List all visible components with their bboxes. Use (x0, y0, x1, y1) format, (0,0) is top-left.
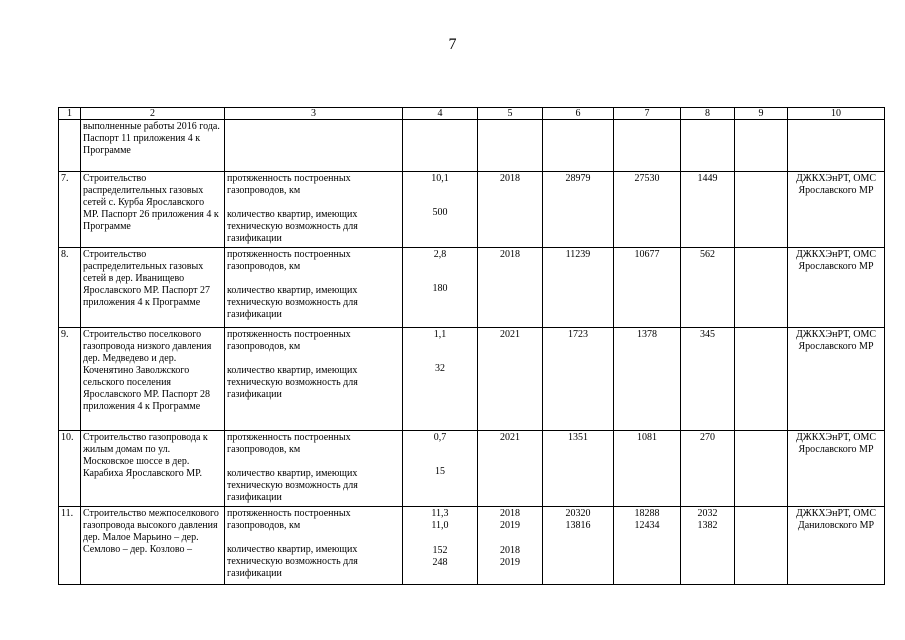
executor-cell: ДЖКХЭнРТ, ОМС Даниловского МР (788, 507, 885, 585)
object-name: Строительство распределительных газовых сетей с. Курба Ярославского МР. Паспорт 26 приложения 4 к Программе (81, 172, 225, 248)
header-cell: 2 (81, 108, 225, 120)
col7-cell: 1378 (614, 328, 681, 431)
value-length: 1,1 (433, 329, 447, 340)
object-name: Строительство газопровода к жилым домам по ул. Московское шоссе в дер. Карабиха Ярославского МР. (81, 431, 225, 507)
indicator-length: протяженность построенных газопроводов, км (227, 249, 351, 272)
header-cell: 8 (681, 108, 735, 120)
header-cell: 10 (788, 108, 885, 120)
value-length: 0,7 (433, 432, 447, 443)
value-length: 2,8 (433, 249, 447, 260)
header-cell: 7 (614, 108, 681, 120)
year-cell: 2021 (478, 431, 543, 507)
executor-cell: ДЖКХЭнРТ, ОМС Ярославского МР (788, 172, 885, 248)
header-row (59, 108, 885, 120)
value-apartments: 32 (435, 363, 445, 374)
indicator-apartments: количество квартир, имеющих техническую возможность для газификации (227, 209, 358, 244)
row-number: 8. (59, 248, 81, 328)
value-apartments: 180 (432, 283, 448, 294)
value-length: 10,1 (431, 173, 449, 184)
program-table (58, 107, 885, 585)
col6-cell: 1723 (543, 328, 614, 431)
table-row (59, 328, 885, 431)
indicator-cell (225, 507, 403, 585)
object-name: Строительство распределительных газовых сетей в дер. Иванищево Ярославского МР. Паспорт 27 приложения 4 к Программе (81, 248, 225, 328)
indicator-apartments: количество квартир, имеющих техническую возможность для газификации (227, 285, 358, 320)
year-value: 2019 (500, 557, 520, 568)
col9-cell (735, 172, 788, 248)
value-apartments: 15 (435, 466, 445, 477)
col9-cell (735, 328, 788, 431)
col8-cell: 1449 (681, 172, 735, 248)
value-cell (403, 507, 478, 585)
col6-cell: 28979 (543, 172, 614, 248)
col9-cell (735, 431, 788, 507)
col8-cell: 345 (681, 328, 735, 431)
indicator-length: протяженность построенных газопроводов, км (227, 508, 351, 531)
year-cell: 2018 (478, 248, 543, 328)
object-name: Строительство межпоселкового газопровода высокого давления дер. Малое Марьино – дер. Семлово – дер. Козлово – (81, 507, 225, 585)
col7-cell (614, 507, 681, 585)
value-cell (403, 431, 478, 507)
year-cell (478, 507, 543, 585)
row-number: 9. (59, 328, 81, 431)
row-number: 11. (59, 507, 81, 585)
value-cell (403, 248, 478, 328)
row-number: 7. (59, 172, 81, 248)
indicator-length: протяженность построенных газопроводов, км (227, 432, 351, 455)
indicator-apartments: количество квартир, имеющих техническую возможность для газификации (227, 468, 358, 503)
indicator-cell (225, 172, 403, 248)
col8-cell (681, 507, 735, 585)
header-cell: 1 (59, 108, 81, 120)
col7-value: 18288 (634, 508, 660, 519)
value-cell (403, 172, 478, 248)
executor-cell: ДЖКХЭнРТ, ОМС Ярославского МР (788, 328, 885, 431)
header-cell: 4 (403, 108, 478, 120)
year-value: 2019 (500, 520, 520, 531)
col6-cell: 1351 (543, 431, 614, 507)
value-length: 11,0 (431, 520, 449, 531)
indicator-apartments: количество квартир, имеющих техническую возможность для газификации (227, 365, 358, 400)
executor-cell: ДЖКХЭнРТ, ОМС Ярославского МР (788, 248, 885, 328)
object-name: Строительство поселкового газопровода низкого давления дер. Медведево и дер. Коченятино Заволжского сельского поселения Ярославского МР. Паспорт 28 приложения 4 к Программе (81, 328, 225, 431)
year-value: 2018 (500, 508, 520, 519)
indicator-apartments: количество квартир, имеющих техническую возможность для газификации (227, 544, 358, 579)
value-apartments: 248 (432, 557, 448, 568)
row-number: 10. (59, 431, 81, 507)
col7-cell: 27530 (614, 172, 681, 248)
col8-value: 2032 (697, 508, 718, 519)
year-cell: 2021 (478, 328, 543, 431)
table-row (59, 507, 885, 585)
page-number: 7 (448, 36, 457, 53)
header-cell: 3 (225, 108, 403, 120)
col7-cell: 10677 (614, 248, 681, 328)
table-row (59, 172, 885, 248)
value-cell (403, 328, 478, 431)
header-cell: 9 (735, 108, 788, 120)
header-cell: 6 (543, 108, 614, 120)
col7-value: 12434 (634, 520, 660, 531)
value-apartments: 500 (432, 207, 448, 218)
col6-value: 20320 (565, 508, 591, 519)
object-name: выполненные работы 2016 года. Паспорт 11 приложения 4 к Программе (81, 120, 225, 172)
col6-cell: 11239 (543, 248, 614, 328)
value-length: 11,3 (431, 508, 449, 519)
value-apartments: 152 (432, 545, 448, 556)
col6-value: 13816 (565, 520, 591, 531)
col8-cell: 562 (681, 248, 735, 328)
table-row-continuation (59, 120, 885, 172)
table-row (59, 431, 885, 507)
executor-cell: ДЖКХЭнРТ, ОМС Ярославского МР (788, 431, 885, 507)
indicator-length: протяженность построенных газопроводов, км (227, 329, 351, 352)
indicator-cell (225, 328, 403, 431)
col9-cell (735, 507, 788, 585)
col6-cell (543, 507, 614, 585)
indicator-cell (225, 431, 403, 507)
year-value: 2018 (500, 545, 520, 556)
col9-cell (735, 248, 788, 328)
indicator-cell (225, 248, 403, 328)
indicator-length: протяженность построенных газопроводов, км (227, 173, 351, 196)
table-row (59, 248, 885, 328)
col8-value: 1382 (697, 520, 718, 531)
year-cell: 2018 (478, 172, 543, 248)
col7-cell: 1081 (614, 431, 681, 507)
header-cell: 5 (478, 108, 543, 120)
col8-cell: 270 (681, 431, 735, 507)
